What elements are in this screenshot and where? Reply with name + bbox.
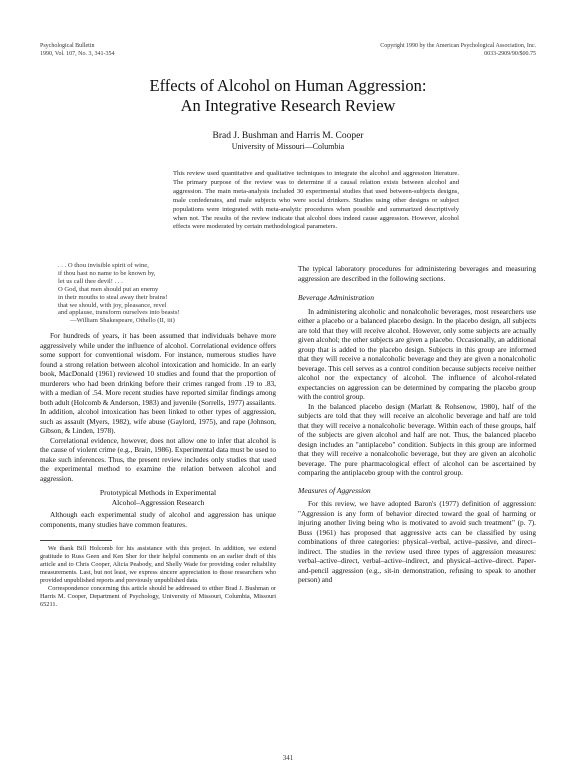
body-paragraph: Correlational evidence, however, does not allow one to infer that alcohol is the cause of violent crime (e.g., Brain, 1986). Experimental data must be used to make such inferences. Thus, the present review includes only studies that used the experimental method to examine the relation between alcohol and aggression. (40, 435, 276, 483)
title-line-1: Effects of Alcohol on Human Aggression: (149, 76, 427, 95)
epigraph-line: if thou hast no name to be known by, (58, 269, 156, 277)
section-heading (40, 488, 276, 507)
title-line-2: An Integrative Research Review (180, 96, 396, 115)
section-heading-line: Alcohol–Aggression Research (111, 497, 205, 507)
epigraph (58, 262, 276, 325)
journal-info (40, 43, 114, 58)
body-paragraph: In the balanced placebo design (Marlatt & Rohsenow, 1980), half of the subjects are told that they will receive an alcoholic beverage and half are told that they will receive a nonalcoholic beverage. Within each of these groups, half of the subjects are given alcohol and half are not. Thus, the balanced placebo design includes an "antiplacebo" condition. Subjects in this group are informed that they will receive a nonalcoholic beverage, but they are given an alcoholic beverage. The pure pharmacological effect of alcohol can be ascertained by comparing the antiplacebo group with the control group. (298, 401, 536, 477)
epigraph-attribution: —William Shakespeare, Othello (II, iii) (70, 317, 175, 325)
subsection-heading-aggression: Measures of Aggression (298, 485, 371, 495)
authors: Brad J. Bushman and Harris M. Cooper (212, 131, 364, 141)
paper-title (0, 76, 576, 116)
journal-volume: 1990, Vol. 107, No. 3, 341-354 (40, 50, 115, 57)
copyright-line: Copyright 1990 by the American Psychological Association, Inc. (380, 43, 536, 49)
epigraph-line: let us call thee devil! . . . (58, 277, 123, 285)
body-paragraph: In administering alcoholic and nonalcoholic beverages, most researchers use either a placebo or a balanced placebo design. In the placebo design, all subjects are told that they will receive alcohol. However, only some subjects are actually given alcohol; the other subjects are given a placebo. Occasionally, an additional group that is added to the placebo design. Subjects in this group are informed that they will receive a nonalcoholic beverage and they are given a nonalcoholic beverage. This cell serves as a control condition because subjects receive neither alcohol nor the expectancy of alcohol. The influence of alcohol-related expectancies on aggression can be determined by comparing the placebo group with the control group. (298, 306, 536, 401)
footnote-correspondence: Correspondence concerning this article should be addressed to either Brad J. Bushman or Harris M. Cooper, Department of Psychology, University of Missouri, Columbia, Missouri 65211. (40, 584, 276, 608)
body-paragraph: For this review, we have adopted Baron's (1977) definition of aggression: "Aggression is any form of behavior directed toward the goal of harming or injuring another living being who is motivated to avoid such treatment" (p. 7). Buss (1961) has proposed that aggressive acts can be classified by using combinations of three categories: physical–verbal, active–passive, and direct–indirect. The studies in the review used three types of aggression measures: verbal–active–direct, verbal–active–indirect, and physical–active–direct. Paper-and-pencil aggression (e.g., sit-in demonstration, refusing to speak to another person) and (298, 499, 536, 584)
epigraph-line: O God, that men should put an enemy (58, 285, 159, 293)
epigraph-line: that we should, with joy, pleasance, revel (58, 301, 167, 309)
body-paragraph: The typical laboratory procedures for administering beverages and measuring aggression are described in the following sections. (298, 264, 536, 283)
footnote-divider (40, 540, 112, 541)
right-column (298, 264, 536, 585)
issn-line: 0033-2909/90/$00.75 (484, 50, 536, 57)
footnote-acknowledgment: We thank Bill Holcomb for his assistance with this project. In addition, we extend gratitude to Russ Geen and Ken Sher for their helpful comments on an earlier draft of this article and to Chris Cooper, Alicia Peabody, and Shelly Wade for providing coder reliability measurements. Last, but not least, we express sincere appreciation to those researchers who provided unpublished reports and previously unpublished data. (40, 545, 276, 584)
section-heading-line: Prototypical Methods in Experimental (99, 488, 217, 498)
subsection-heading-beverage: Beverage Administration (298, 293, 374, 302)
epigraph-line: and applause, transform ourselves into beasts! (58, 309, 180, 317)
page-number: 341 (282, 754, 294, 762)
epigraph-line: . . . O thou invisible spirit of wine, (58, 262, 149, 269)
left-column (40, 262, 276, 609)
affiliation: University of Missouri—Columbia (231, 142, 345, 151)
epigraph-line: in their mouths to steal away their brains! (58, 293, 168, 301)
copyright-info (380, 43, 536, 58)
journal-name: Psychological Bulletin (40, 43, 95, 49)
body-paragraph: For hundreds of years, it has been assumed that individuals behave more aggressively while under the influence of alcohol. Correlational evidence offers some support for conventional wisdom. For instance, numerous studies have found a strong relation between alcohol intoxication and homicide. In an early book, MacDonald (1961) reviewed 10 studies and found that the proportion of murderers who had been drinking before their crimes ranged from .19 to .83, with a median of .54. More recent studies have reported similar findings among both adult (Holcomb & Anderson, 1983) and juvenile (Sorrells, 1977) assailants. In addition, alcohol intoxication has been linked to other types of aggression, such as assault (Myers, 1982), wife abuse (Gaylord, 1975), and rape (Johnson, Gibson, & Linden, 1978). (40, 331, 276, 436)
abstract: This review used quantitative and qualitative techniques to integrate the alcohol and aggression literature. The primary purpose of the review was to determine if a causal relation exists between alcohol and aggression. The main meta-analysis included 30 experimental studies that used between-subjects designs, male confederates, and male subjects who were social drinkers. Studies using other designs or subject populations were integrated with meta-analytic procedures when possible and summarized descriptively when not. The results of the review indicate that alcohol does indeed cause aggression. However, alcohol effects were moderated by certain methodological parameters. (173, 170, 459, 231)
body-paragraph: Although each experimental study of alcohol and aggression has unique components, many studies have common features. (40, 510, 276, 529)
